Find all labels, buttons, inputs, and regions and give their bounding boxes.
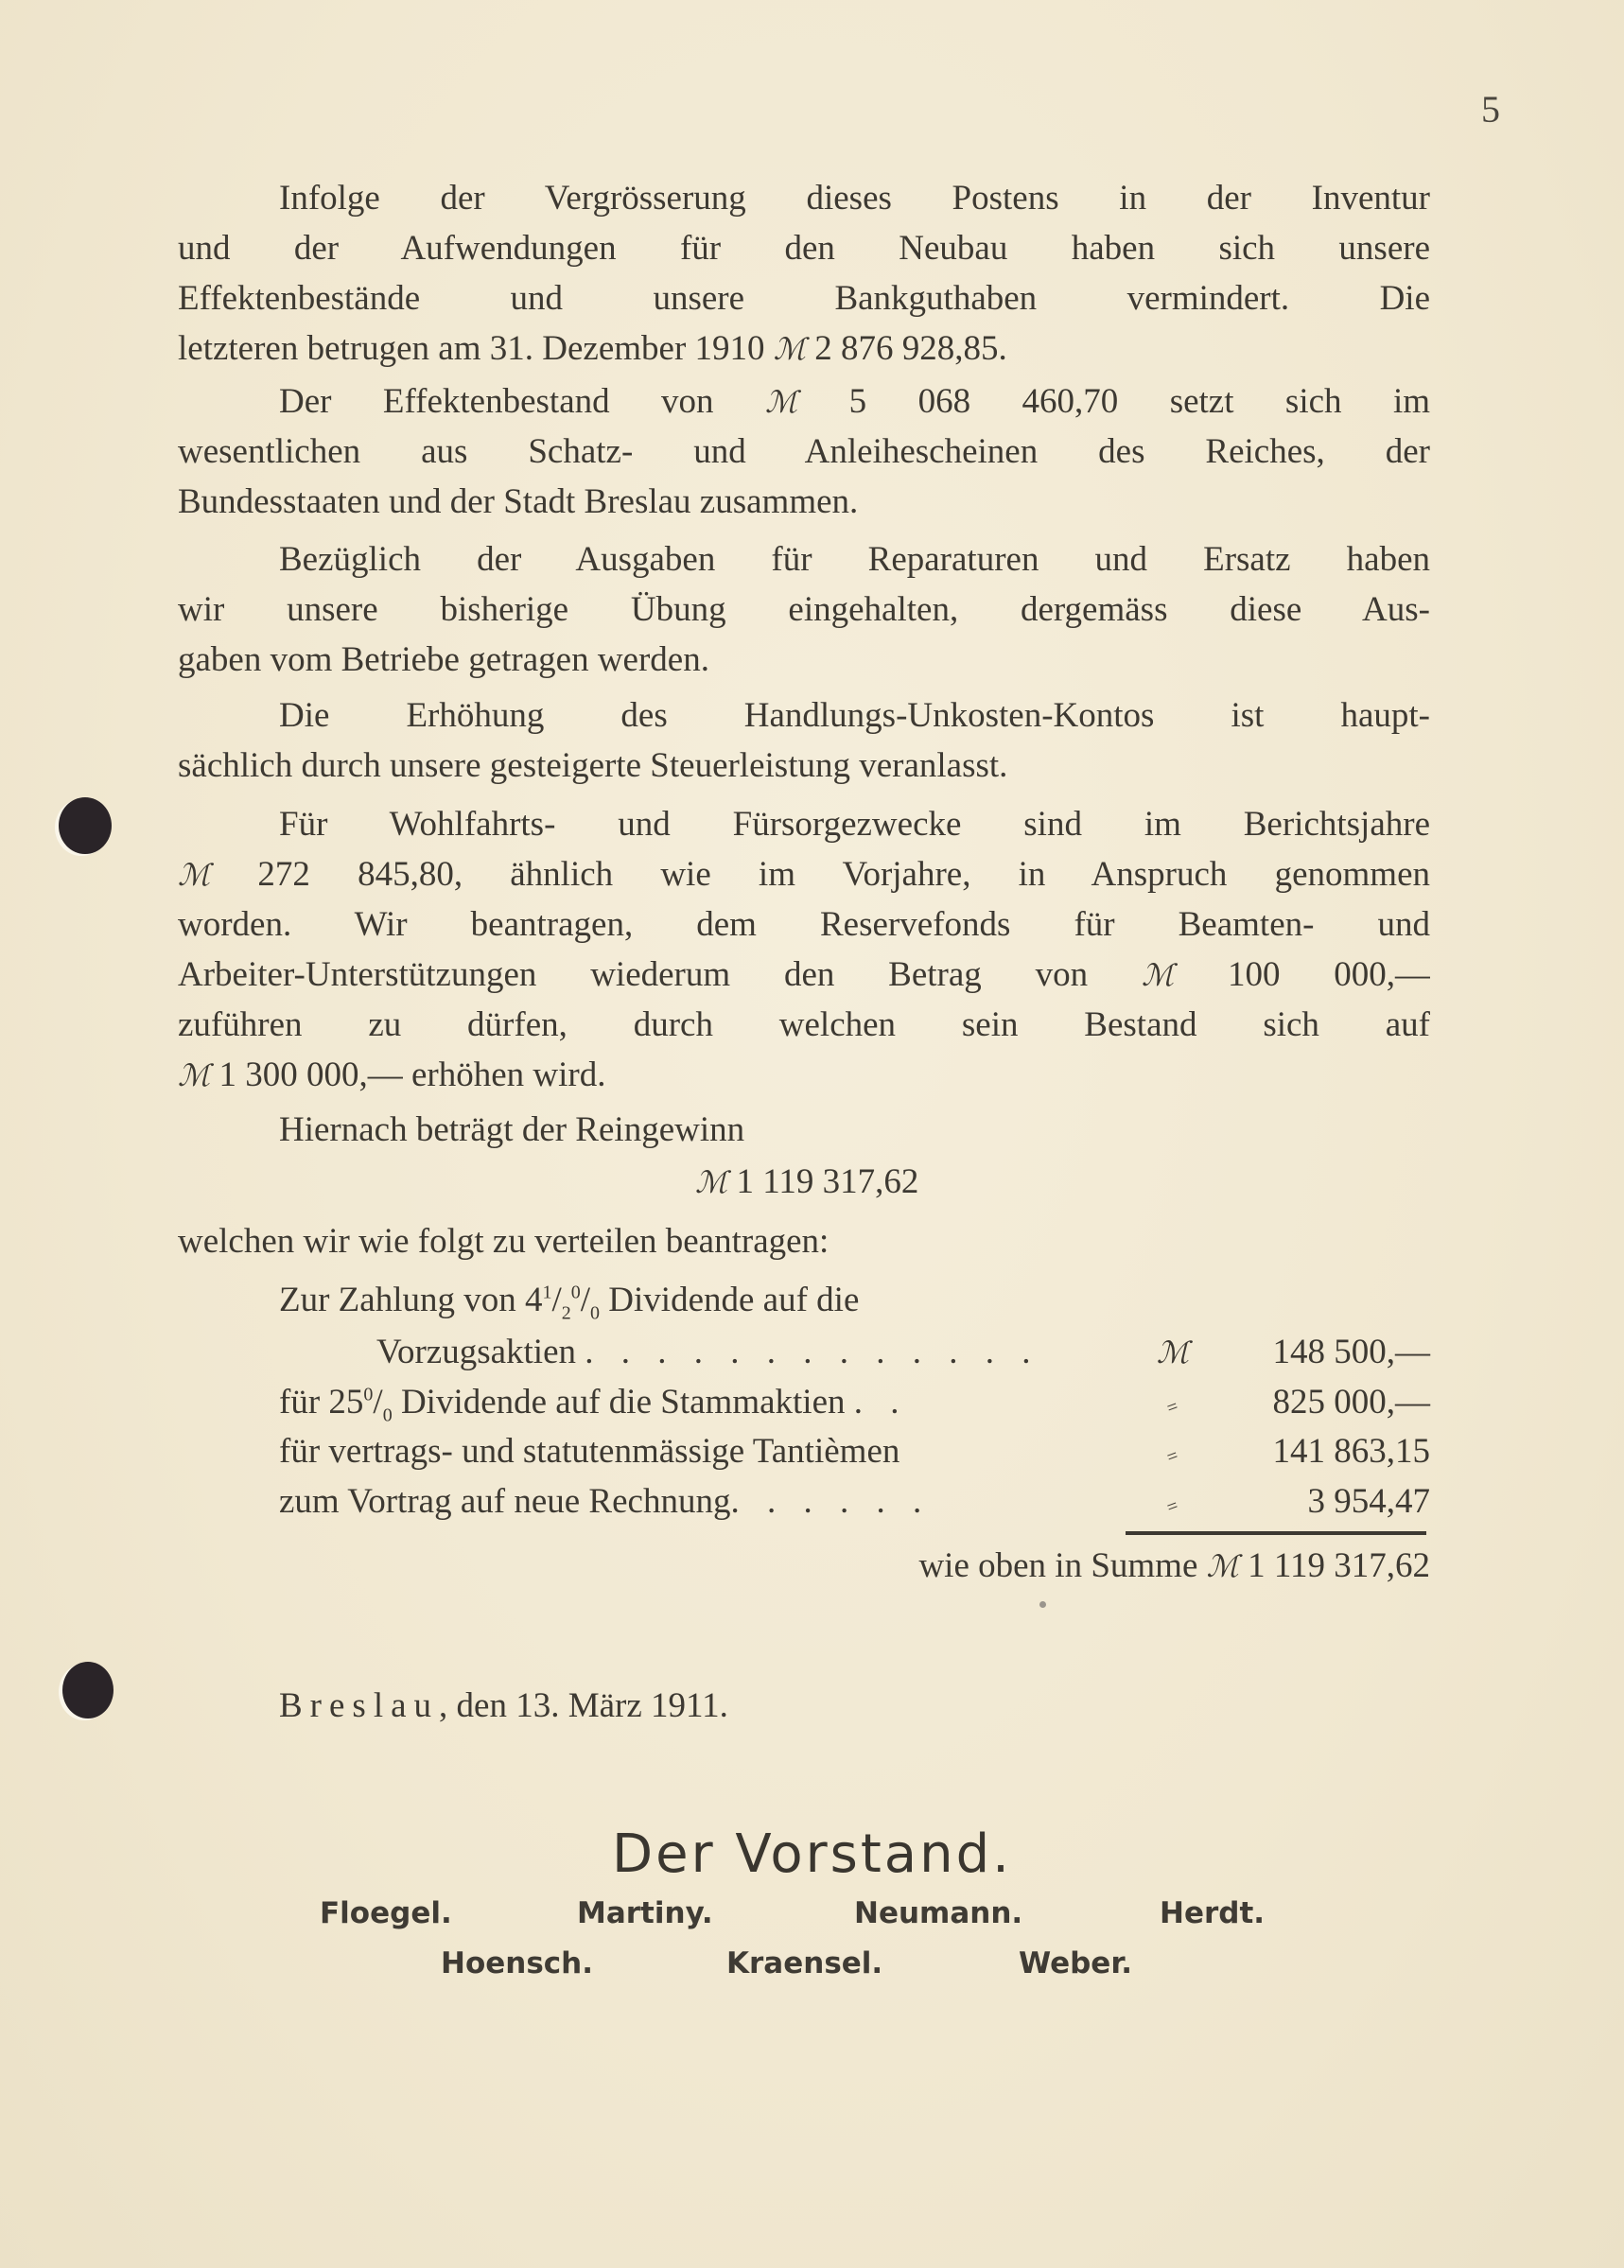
punch-hole-upper — [59, 797, 112, 854]
text-line: sächlich durch unsere gesteigerte Steuerleistung veranlasst. — [178, 746, 1008, 785]
label-text: Vorzugsaktien — [376, 1333, 576, 1371]
label-text: zum Vortrag auf neue Rechnung — [279, 1482, 731, 1521]
ink-speck — [1039, 1601, 1046, 1608]
text-segment: 5 068 460,70 setzt sich im — [848, 382, 1430, 421]
mark-currency-icon: ℳ — [1156, 1335, 1190, 1370]
ditto-mark — [1154, 1481, 1192, 1527]
row-label — [279, 1481, 931, 1523]
net-profit-line — [695, 1161, 1074, 1203]
signatory-name: Neumann. — [854, 1896, 1023, 1930]
mark-currency-icon: ℳ — [765, 384, 798, 420]
ditto-icon: = — [1163, 1494, 1182, 1519]
place: Breslau — [279, 1686, 440, 1725]
text-line: Bundesstaaten und der Stadt Breslau zusammen. — [178, 482, 859, 521]
text-line: worden. Wir beantragen, dem Reservefonds für Beamten- und — [178, 905, 1430, 944]
text-line: Hiernach beträgt der Reingewinn — [279, 1110, 745, 1149]
distribution-row — [279, 1481, 1430, 1523]
text-line — [178, 328, 1430, 370]
text-line: wir unsere bisherige Übung eingehalten, dergemäss diese Aus- — [178, 590, 1430, 629]
leader-dots: . . . . . . . . . . . . . — [585, 1333, 1040, 1371]
total-line — [918, 1545, 1430, 1587]
date: , den 13. März 1911. — [439, 1686, 728, 1725]
amount: 2 876 928,85. — [814, 329, 1007, 368]
text-segment: Dividende auf die — [608, 1281, 860, 1319]
text-line: Die Erhöhung des Handlungs-Unkosten-Kontos ist haupt- — [279, 696, 1430, 735]
punch-hole-lower — [62, 1662, 114, 1718]
place-date — [279, 1685, 728, 1727]
text-line: Effektenbestände und unsere Bankguthaben vermindert. Die — [178, 279, 1430, 318]
text-line: Infolge der Vergrösserung dieses Postens in der Inventur — [279, 179, 1430, 218]
text-segment: Der Effektenbestand von — [279, 382, 714, 421]
label-text: Dividende auf die Stammaktien — [400, 1383, 846, 1422]
text-line: welchen wir wie folgt zu verteilen beantragen: — [178, 1222, 829, 1261]
row-amount: 141 863,15 — [1272, 1432, 1430, 1471]
sum-rule — [1126, 1531, 1426, 1535]
distribution-row — [279, 1431, 1430, 1473]
text-line: und der Aufwendungen für den Neubau haben sich unsere — [178, 229, 1430, 268]
page-number: 5 — [1481, 88, 1500, 131]
text-line — [178, 1055, 1430, 1096]
text-segment: Zur Zahlung von 4 — [279, 1281, 543, 1319]
fraction-numerator: 1 — [542, 1282, 552, 1303]
mark-currency-icon: ℳ — [178, 857, 211, 893]
distribution-row — [279, 1382, 1430, 1426]
mark-currency-icon: ℳ — [695, 1164, 728, 1200]
leader-dots: . . — [853, 1383, 909, 1422]
row-amount: 3 954,47 — [1307, 1482, 1430, 1521]
percent-top: 0 — [570, 1282, 581, 1303]
mark-currency-icon: ℳ — [178, 1057, 211, 1093]
text-line — [279, 381, 1430, 423]
fraction-denominator: 2 — [561, 1302, 571, 1324]
text-line: Für Wohlfahrts- und Fürsorgezwecke sind im Berichtsjahre — [279, 805, 1430, 844]
signatory-name: Weber. — [1019, 1946, 1132, 1980]
text-line: wesentlichen aus Schatz- und Anleihescheinen des Reiches, der — [178, 432, 1430, 471]
row-amount: 148 500,— — [1272, 1333, 1430, 1371]
signatory-name: Martiny. — [577, 1896, 713, 1930]
text-segment: letzteren betrugen am 31. Dezember 1910 — [178, 329, 765, 368]
total-amount: 1 119 317,62 — [1248, 1546, 1430, 1585]
text-segment: 272 845,80, ähnlich wie im Vorjahre, in Anspruch genommen — [257, 855, 1430, 894]
text-segment: 1 300 000,— erhöhen wird. — [218, 1055, 606, 1094]
mark-currency-icon: ℳ — [1206, 1548, 1239, 1584]
row-label: für vertrags- und statutenmässige Tantièmen — [279, 1432, 900, 1471]
row-label: für $25^0/_0$ Dividende auf die Stammaktien . . — [279, 1383, 909, 1426]
text-line: Bezüglich der Ausgaben für Reparaturen und Ersatz haben — [279, 540, 1430, 579]
mark-currency-icon: ℳ — [1141, 957, 1175, 993]
signatory-name: Kraensel. — [726, 1946, 883, 1980]
percent-bottom: 0 — [590, 1302, 601, 1324]
text-line — [178, 854, 1430, 896]
ditto-mark — [1154, 1431, 1192, 1477]
distribution-row — [279, 1332, 1430, 1373]
row-amount: 825 000,— — [1272, 1383, 1430, 1422]
row-label — [376, 1332, 1040, 1373]
percent-top: 0 — [363, 1384, 374, 1405]
board-title: Der Vorstand. — [612, 1823, 1012, 1885]
label-text: für 25 — [279, 1383, 364, 1422]
text-segment: Arbeiter-Unterstützungen wiederum den Betrag von — [178, 955, 1089, 994]
net-profit-amount: 1 119 317,62 — [736, 1162, 919, 1201]
signatory-name: Floegel. — [320, 1896, 452, 1930]
text-line: zuführen zu dürfen, durch welchen sein Bestand sich auf — [178, 1005, 1430, 1044]
signatory-name: Hoensch. — [441, 1946, 594, 1980]
text-line: gaben vom Betriebe getragen werden. — [178, 640, 709, 679]
total-label: wie oben in Summe — [918, 1546, 1198, 1585]
signatory-name: Herdt. — [1160, 1896, 1266, 1930]
percent-bottom: 0 — [382, 1404, 393, 1426]
ditto-icon: = — [1163, 1444, 1182, 1469]
text-line — [178, 954, 1430, 996]
ditto-mark — [1154, 1382, 1192, 1428]
mark-currency-icon: ℳ — [773, 331, 806, 367]
leader-dots: . . . . . . — [730, 1482, 932, 1521]
distribution-intro: Zur Zahlung von $4^1/_2^0/_0$ Dividende auf die — [279, 1281, 860, 1324]
amount: 100 000,— — [1227, 955, 1430, 994]
ditto-icon: = — [1163, 1395, 1182, 1420]
